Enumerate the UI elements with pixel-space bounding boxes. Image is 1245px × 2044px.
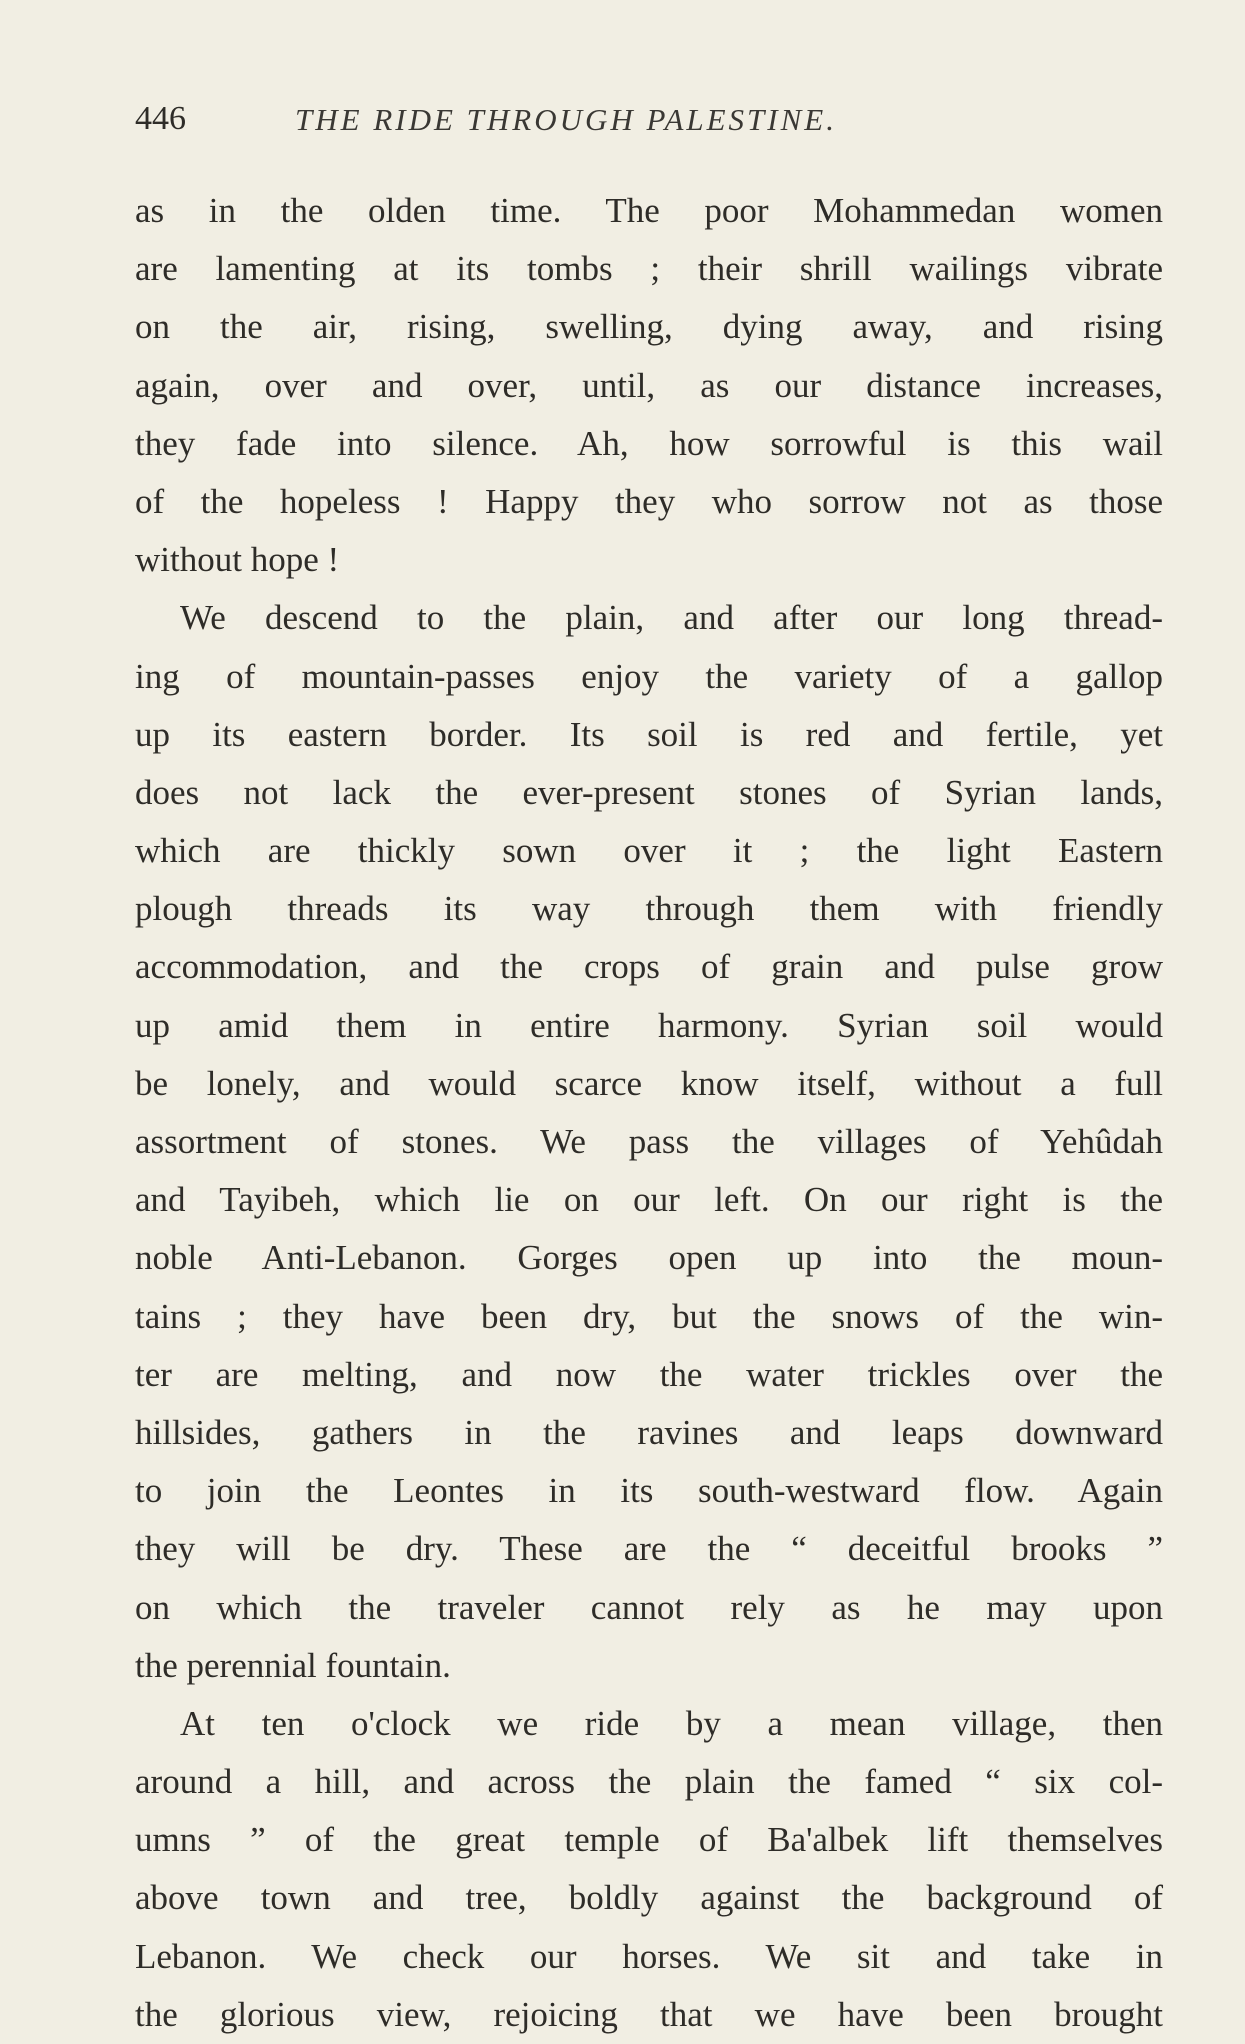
text-line: tains ; they have been dry, but the snows of the win- xyxy=(135,1296,1163,1336)
text-line: hillsides, gathers in the ravines and leaps downward xyxy=(135,1412,1163,1452)
text-line: around a hill, and across the plain the famed “ six col- xyxy=(135,1762,1163,1802)
text-line: again, over and over, until, as our distance increases, xyxy=(135,365,1163,405)
text-line: they fade into silence. Ah, how sorrowful is this wail xyxy=(135,423,1163,463)
text-line: does not lack the ever-present stones of Syrian lands, xyxy=(135,772,1163,812)
running-title: THE RIDE THROUGH PALESTINE. xyxy=(295,102,837,137)
page-number: 446 xyxy=(135,100,186,137)
text-line: plough threads its way through them with friendly xyxy=(135,889,1163,929)
text-line: as in the olden time. The poor Mohammedan women xyxy=(135,191,1163,230)
text-line: ter are melting, and now the water trickles over the xyxy=(135,1354,1163,1394)
text-line: We descend to the plain, and after our long thread- xyxy=(180,598,1163,638)
text-line: they will be dry. These are the “ deceitful brooks ” xyxy=(135,1529,1163,1569)
text-line: are lamenting at its tombs ; their shrill wailings vibrate xyxy=(135,249,1163,289)
text-line: ing of mountain-passes enjoy the variety of a gallop xyxy=(135,656,1163,696)
paragraph xyxy=(135,1695,1163,2044)
text-line: up amid them in entire harmony. Syrian soil would xyxy=(135,1005,1163,1045)
paragraph xyxy=(135,589,1163,1695)
text-line: which are thickly sown over it ; the light Eastern xyxy=(135,831,1163,871)
text-line: the perennial fountain. xyxy=(135,1645,451,1685)
page-header xyxy=(135,100,1165,152)
text-line: umns ” of the great temple of Ba'albek lift themselves xyxy=(135,1820,1163,1860)
text-line: on which the traveler cannot rely as he may upon xyxy=(135,1587,1163,1627)
text-line: above town and tree, boldly against the background of xyxy=(135,1878,1163,1918)
text-line: assortment of stones. We pass the villages of Yehûdah xyxy=(135,1122,1163,1161)
text-line: up its eastern border. Its soil is red and fertile, yet xyxy=(135,714,1163,754)
text-line: noble Anti-Lebanon. Gorges open up into the moun- xyxy=(135,1238,1163,1278)
text-line: without hope ! xyxy=(135,540,340,580)
text-line: At ten o'clock we ride by a mean village, then xyxy=(180,1703,1163,1743)
text-line: to join the Leontes in its south-westward flow. Again xyxy=(135,1471,1163,1511)
body-text xyxy=(135,182,1163,2044)
paragraph xyxy=(135,182,1163,589)
text-line: and Tayibeh, which lie on our left. On our right is the xyxy=(135,1180,1163,1220)
text-line: the glorious view, rejoicing that we have been brought xyxy=(135,1994,1163,2034)
text-line: of the hopeless ! Happy they who sorrow not as those xyxy=(135,481,1163,521)
text-line: on the air, rising, swelling, dying away, and rising xyxy=(135,307,1163,347)
text-line: accommodation, and the crops of grain and pulse grow xyxy=(135,947,1163,987)
text-line: be lonely, and would scarce know itself, without a full xyxy=(135,1063,1163,1103)
text-line: Lebanon. We check our horses. We sit and take in xyxy=(135,1936,1163,1976)
